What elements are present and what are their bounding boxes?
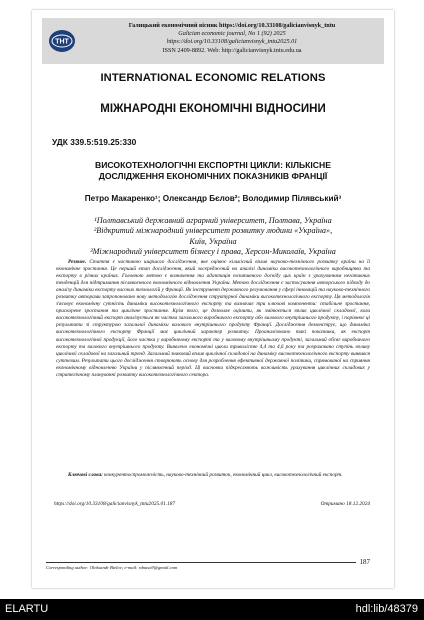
abstract-text: Стаття є частиною ширшого дослідження, яке оцінює кількісний вплив науково-технічного розвитку країни на її економічне зростання. Це перший етап дослідження, який зосереджений на аналізі динаміки високотехнологічного виробництва та експорту в різних країнах. Головною метою є визначення та адаптація позитивного досвіду цих країн з урахуванням негативних тенденцій для підтримання післявоєнного економічного відновлення України. Метою дослідження є застосування авторського підходу до аналізу динаміки експорту високих технологій у Франції. Як інструмент державного регулювання у сфері інновацій та науково-технічного розвитку авторами запропоновано нову методологію дослідження структурної динаміки високотехнологічного експорту. Ця методологія з'ясовує економічну сутність динаміки високотехнологічного експорту та визначає три ключові компоненти: стабільне зростання, прискорене зростання та циклічне зростання. Крім того, це дозволяє оцінити, як змінюється вплив циклічної складової, коли високотехнологічний експорт аналізується як частка загального виробничого експорту або валового внутрішнього продукту, і порівнює ці результати зі структурою загальної динаміки валового внутрішнього продукту Франції. Дослідження демонструє, що динаміка високотехнологічного експорту Франції має циклічний характер розвитку. Проаналізовано такі показники, як експорт високотехнологічної продукції, його частка у виробничому експорті та у валовому внутрішньому продукті, загальний обсяг виробничого експорту та валового внутрішнього продукту. Виявлено економічні цикли тривалістю 4,4 та 4,6 року та розраховано ступінь впливу циклічної складової на загальний тренд. Загальний знаковий вплив циклічної складової на динаміку високотехнологічного експорту виявився суттєвим. Результати цього дослідження створюють основу для розроблення ефективної державної політики, спрямованої на сприяння економічному відновленню України у післявоєнний період. Ці висновки підкреслюють важливість урахування циклічних складових у стратегічному плануванні розвитку високотехнологічного сектора. [56, 259, 370, 378]
received-date: Отримано 18.12.2024 [320, 501, 370, 507]
article-title-line2: ДОСЛІДЖЕННЯ ЕКОНОМІЧНИХ ПОКАЗНИКІВ ФРАНЦІЇ [98, 171, 328, 181]
keywords-text: конкурентоспроможність, науково-технічний розвиток, економічний цикл, високотехнологічний експорт. [104, 472, 343, 478]
section-title-ua: МІЖНАРОДНІ ЕКОНОМІЧНІ ВІДНОСИНИ [100, 103, 326, 115]
handle-id: hdl:lib/48379 [355, 603, 418, 615]
header-issue-doi: https://doi.org/10.33108/galicianvisnyk_tntu2025.01 [166, 38, 298, 46]
abstract-label: Резюме. [68, 259, 87, 265]
logo-text: ТНТ [55, 38, 69, 46]
affiliation-1: ¹Полтавський державний аграрний університет, Полтава, Україна [94, 216, 332, 225]
udk-code: УДК 339.5:519.25:330 [52, 137, 137, 147]
footnote-divider [46, 562, 356, 563]
affiliations [54, 216, 372, 258]
journal-header [42, 18, 384, 64]
header-journal-ua: Галицький економічний вісник https://doi.org/10.33108/galicianvisnyk_tntu [128, 22, 336, 29]
viewer-footer-bar [0, 599, 424, 620]
document-page [32, 10, 394, 588]
keywords [56, 472, 370, 479]
header-issn: ISSN 2409-8892. Web: http://galicianvisnyk.tntu.edu.ua [162, 46, 302, 54]
affiliation-3: ³Міжнародний університет бізнесу і права, Херсон-Миколаїв, Україна [90, 247, 336, 257]
abstract [56, 259, 370, 379]
affiliation-2: ²Відкритий міжнародний університет розвитку людини «Україна», [93, 226, 333, 236]
header-journal-en: Galician economic journal, No 1 (92) 2025 [178, 30, 286, 38]
article-doi-link[interactable]: https://doi.org/10.33108/galicianvisnyk_tntu2025.01.187 [54, 501, 176, 507]
author-list: Петро Макаренко¹; Олександр Бєлов²; Володимир Пілявський³ [84, 194, 342, 203]
journal-logo [48, 27, 76, 55]
article-title [52, 160, 374, 182]
repository-name: ELARTU [5, 603, 49, 615]
affiliation-2-city: Київ, Україна [189, 236, 237, 246]
article-title-line1: ВИСОКОТЕХНОЛОГІЧНІ ЕКСПОРТНІ ЦИКЛИ: КІЛЬКІСНЕ [95, 160, 331, 170]
section-title-en: INTERNATIONAL ECONOMIC RELATIONS [100, 72, 326, 84]
page-number: 187 [359, 558, 370, 566]
corresponding-author: Corresponding author: Oleksandr Bielov; e-mail: rdnaso9@gmail.com [46, 565, 178, 570]
keywords-label: Ключові слова: [68, 472, 103, 478]
